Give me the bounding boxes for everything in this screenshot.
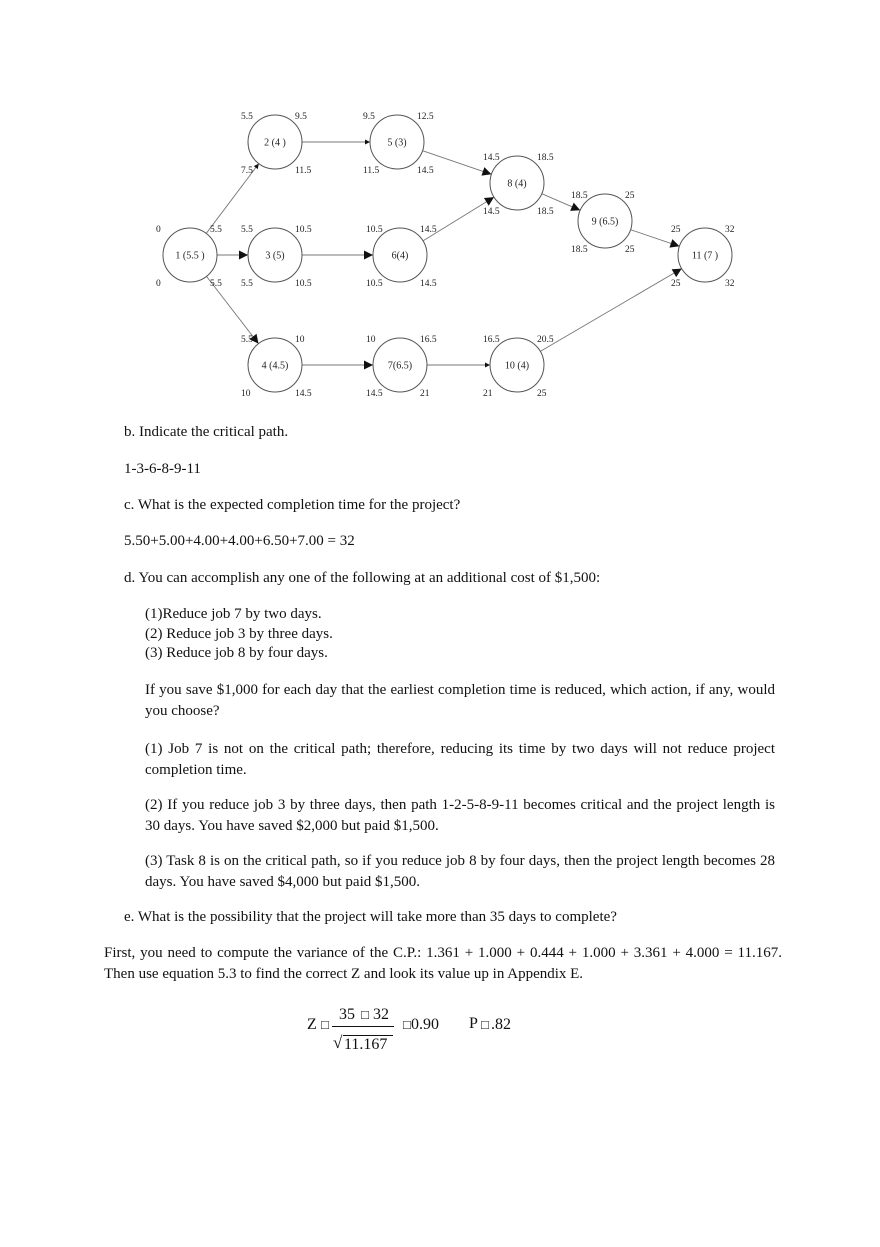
early-finish-label: 25: [625, 191, 635, 201]
node-label: 4 (4.5): [261, 360, 289, 372]
node-1: [156, 225, 222, 289]
question-c: c. What is the expected completion time for the project?: [124, 497, 461, 513]
formula-p: P: [469, 1015, 478, 1032]
formula-denominator: 11.167: [344, 1036, 388, 1053]
early-finish-label: 32: [725, 225, 735, 235]
early-start-label: 5.5: [241, 225, 253, 235]
formula-z-value: 0.90: [411, 1016, 439, 1033]
early-start-label: 25: [671, 225, 681, 235]
early-finish-label: 20.5: [537, 335, 554, 345]
formula-approx-glyph: □: [403, 1017, 411, 1032]
formula-numerator-b: 32: [373, 1006, 389, 1023]
node-label: 11 (7 ): [691, 250, 719, 262]
node-label: 8 (4): [507, 178, 527, 190]
arrowhead-9-11: [669, 239, 679, 248]
late-start-label: 0: [156, 279, 161, 289]
early-start-label: 10.5: [366, 225, 383, 235]
question-b: b. Indicate the critical path.: [124, 424, 289, 440]
node-label: 5 (3): [387, 137, 407, 149]
formula-numerator-a: 35: [339, 1006, 355, 1023]
early-finish-label: 5.5: [210, 225, 222, 235]
early-start-label: 9.5: [363, 112, 375, 122]
early-finish-label: 14.5: [420, 225, 437, 235]
early-start-label: 5.5: [241, 335, 253, 345]
arrowhead-2-5: [365, 140, 370, 145]
early-finish-label: 12.5: [417, 112, 434, 122]
node-4: [241, 335, 312, 399]
node-8: [483, 153, 554, 217]
node-2: [241, 112, 312, 176]
formula-p-value: .82: [491, 1016, 511, 1033]
pert-network-diagram: [0, 0, 880, 420]
late-start-label: 14.5: [366, 389, 383, 399]
late-start-label: 10.5: [366, 279, 383, 289]
late-start-label: 25: [671, 279, 681, 289]
late-finish-label: 11.5: [295, 166, 312, 176]
arrowhead-1-2: [254, 164, 259, 169]
formula-radical: √: [333, 1033, 343, 1052]
early-finish-label: 10: [295, 335, 305, 345]
answer-e-variance: First, you need to compute the variance of the C.P.: 1.361 + 1.000 + 0.444 + 1.000 + 3.361 + 4.000 = 11.167. Then use equation 5.3 to find the correct Z and look its value up in Appendix E.: [104, 945, 782, 982]
node-label: 9 (6.5): [591, 216, 619, 228]
answer-d3: (3) Task 8 is on the critical path, so if you reduce job 8 by four days, then the project length becomes 28 days. You have saved $4,000 but paid $1,500.: [145, 853, 775, 890]
early-start-label: 0: [156, 225, 161, 235]
fraction-bar: [332, 1026, 394, 1027]
formula-minus-glyph: □: [361, 1007, 369, 1022]
late-finish-label: 21: [420, 389, 430, 399]
late-finish-label: 25: [625, 245, 635, 255]
answer-c-completion-time: 5.50+5.00+4.00+4.00+6.50+7.00 = 32: [124, 533, 355, 549]
early-finish-label: 18.5: [537, 153, 554, 163]
question-d: d. You can accomplish any one of the following at an additional cost of $1,500:: [124, 570, 601, 586]
node-7: [366, 335, 437, 399]
node-label: 3 (5): [265, 250, 285, 262]
arrowhead-1-3: [239, 251, 248, 260]
late-start-label: 11.5: [363, 166, 380, 176]
node-11: [671, 225, 735, 289]
late-finish-label: 5.5: [210, 279, 222, 289]
answer-b-critical-path: 1-3-6-8-9-11: [124, 461, 201, 477]
early-start-label: 5.5: [241, 112, 253, 122]
arrowhead-6-8: [484, 197, 494, 206]
node-label: 10 (4): [504, 360, 530, 372]
arrowhead-7-10: [485, 363, 490, 368]
late-finish-label: 14.5: [295, 389, 312, 399]
arrowhead-5-8: [481, 167, 491, 176]
late-start-label: 10: [241, 389, 251, 399]
late-finish-label: 32: [725, 279, 735, 289]
node-label: 6(4): [391, 250, 409, 262]
late-finish-label: 10.5: [295, 279, 312, 289]
answer-d1: (1) Job 7 is not on the critical path; therefore, reducing its time by two days will not reduce project completion time.: [145, 741, 775, 778]
late-finish-label: 25: [537, 389, 547, 399]
node-6: [366, 225, 437, 289]
late-finish-label: 14.5: [420, 279, 437, 289]
late-start-label: 5.5: [241, 279, 253, 289]
arrowhead-10-11: [672, 269, 682, 277]
early-finish-label: 16.5: [420, 335, 437, 345]
arrowhead-3-6: [364, 251, 373, 260]
late-finish-label: 14.5: [417, 166, 434, 176]
formula-equals-glyph: □: [321, 1017, 329, 1032]
option-d1: (1)Reduce job 7 by two days.: [145, 606, 322, 622]
answer-d2: (2) If you reduce job 3 by three days, then path 1-2-5-8-9-11 becomes critical and the project length is 30 days. You have saved $2,000 but paid $1,500.: [145, 797, 775, 834]
early-start-label: 16.5: [483, 335, 500, 345]
node-3: [241, 225, 312, 289]
late-start-label: 21: [483, 389, 493, 399]
arrowhead-4-7: [364, 361, 373, 370]
late-finish-label: 18.5: [537, 207, 554, 217]
formula-z: Z: [307, 1016, 317, 1033]
late-start-label: 18.5: [571, 245, 588, 255]
option-d2: (2) Reduce job 3 by three days.: [145, 626, 333, 642]
node-label: 1 (5.5 ): [175, 250, 205, 262]
early-finish-label: 9.5: [295, 112, 307, 122]
edge-10-11: [540, 269, 681, 352]
node-9: [571, 191, 635, 255]
early-start-label: 14.5: [483, 153, 500, 163]
late-start-label: 14.5: [483, 207, 500, 217]
prompt-d: If you save $1,000 for each day that the earliest completion time is reduced, which action, if any, would you choose?: [145, 682, 775, 719]
early-start-label: 10: [366, 335, 376, 345]
option-d3: (3) Reduce job 8 by four days.: [145, 645, 328, 661]
formula-p-glyph: □: [481, 1017, 489, 1032]
question-e: e. What is the possibility that the project will take more than 35 days to complete?: [124, 909, 617, 925]
node-5: [363, 112, 434, 176]
node-10: [483, 335, 554, 399]
early-start-label: 18.5: [571, 191, 588, 201]
early-finish-label: 10.5: [295, 225, 312, 235]
node-label: 2 (4 ): [264, 137, 286, 149]
late-start-label: 7.5: [241, 166, 253, 176]
node-label: 7(6.5): [387, 360, 413, 372]
